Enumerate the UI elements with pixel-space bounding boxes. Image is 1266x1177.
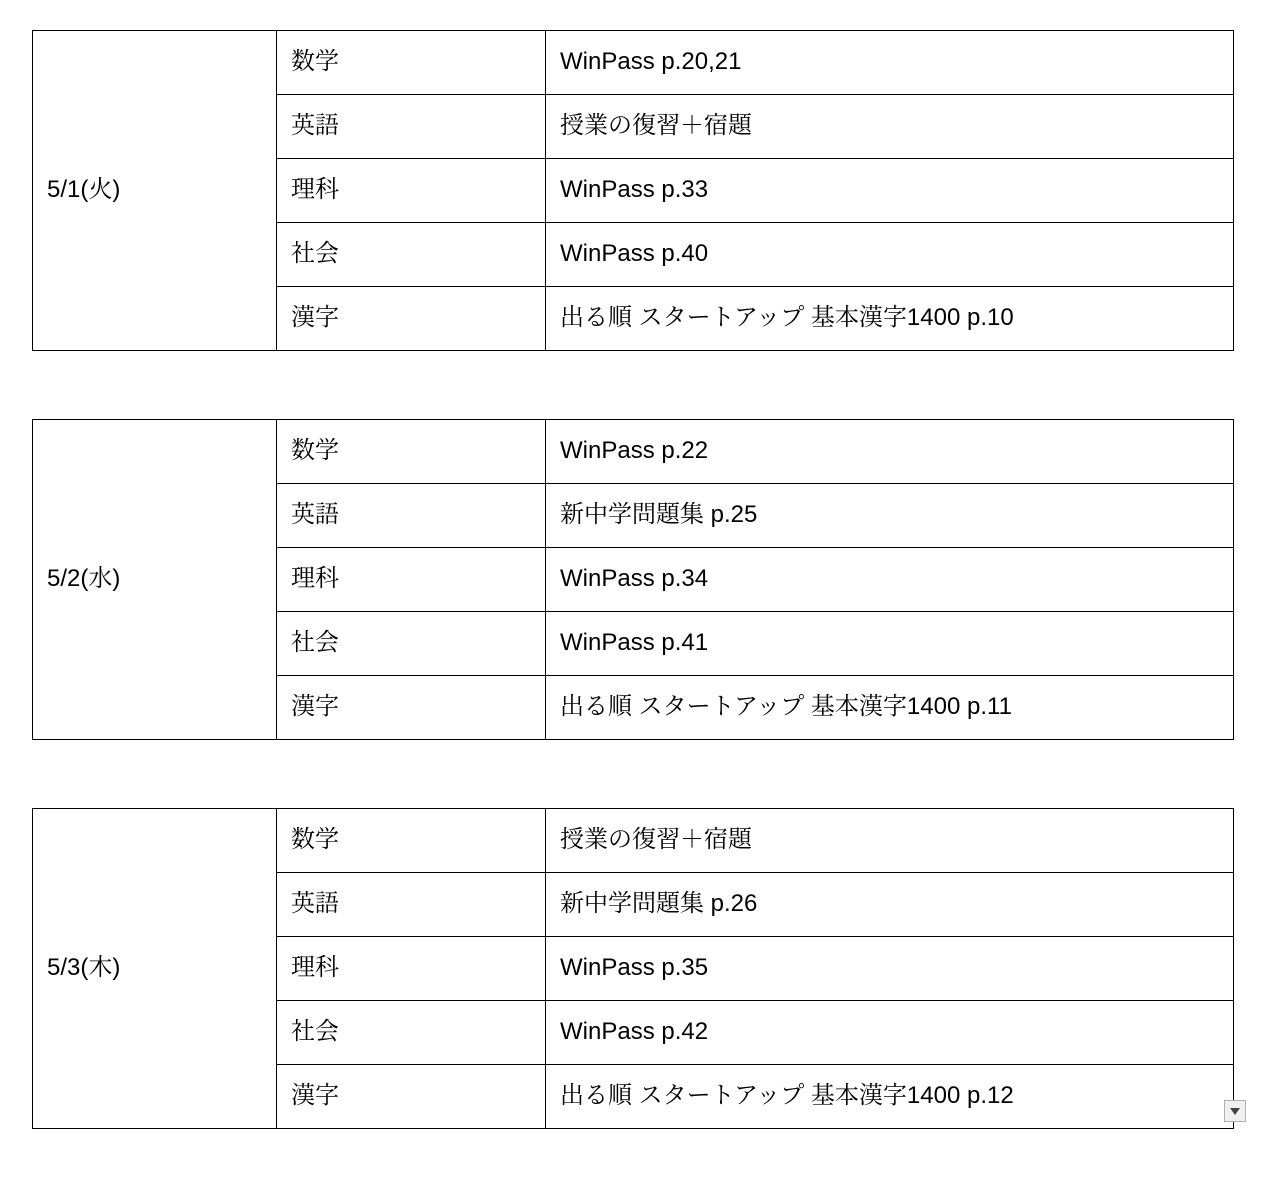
subject-cell: 社会 [277, 612, 546, 676]
task-cell: WinPass p.20,21 [546, 31, 1234, 95]
task-cell: WinPass p.42 [546, 1001, 1234, 1065]
subject-cell: 理科 [277, 937, 546, 1001]
task-cell: WinPass p.33 [546, 159, 1234, 223]
task-cell: 出る順 スタートアップ 基本漢字1400 p.10 [546, 287, 1234, 351]
subject-cell: 英語 [277, 484, 546, 548]
day-table [32, 808, 1234, 1129]
date-cell: 5/2(水) [33, 420, 277, 740]
subject-cell: 社会 [277, 223, 546, 287]
subject-cell: 数学 [277, 31, 546, 95]
task-cell: WinPass p.34 [546, 548, 1234, 612]
task-cell: 出る順 スタートアップ 基本漢字1400 p.12 [546, 1065, 1234, 1129]
table-row [33, 420, 1234, 484]
subject-cell: 英語 [277, 95, 546, 159]
subject-cell: 漢字 [277, 287, 546, 351]
table-row [33, 809, 1234, 873]
subject-cell: 漢字 [277, 1065, 546, 1129]
subject-cell: 社会 [277, 1001, 546, 1065]
table-row [33, 31, 1234, 95]
task-cell: 新中学問題集 p.26 [546, 873, 1234, 937]
chevron-down-icon [1230, 1108, 1240, 1115]
subject-cell: 理科 [277, 548, 546, 612]
subject-cell: 英語 [277, 873, 546, 937]
scroll-down-button[interactable] [1224, 1100, 1246, 1122]
task-cell: WinPass p.22 [546, 420, 1234, 484]
date-cell: 5/3(木) [33, 809, 277, 1129]
day-table [32, 419, 1234, 740]
subject-cell: 数学 [277, 809, 546, 873]
subject-cell: 理科 [277, 159, 546, 223]
task-cell: WinPass p.40 [546, 223, 1234, 287]
date-cell: 5/1(火) [33, 31, 277, 351]
task-cell: 授業の復習＋宿題 [546, 95, 1234, 159]
day-table [32, 30, 1234, 351]
task-cell: WinPass p.41 [546, 612, 1234, 676]
subject-cell: 数学 [277, 420, 546, 484]
task-cell: 授業の復習＋宿題 [546, 809, 1234, 873]
task-cell: 出る順 スタートアップ 基本漢字1400 p.11 [546, 676, 1234, 740]
task-cell: 新中学問題集 p.25 [546, 484, 1234, 548]
subject-cell: 漢字 [277, 676, 546, 740]
task-cell: WinPass p.35 [546, 937, 1234, 1001]
